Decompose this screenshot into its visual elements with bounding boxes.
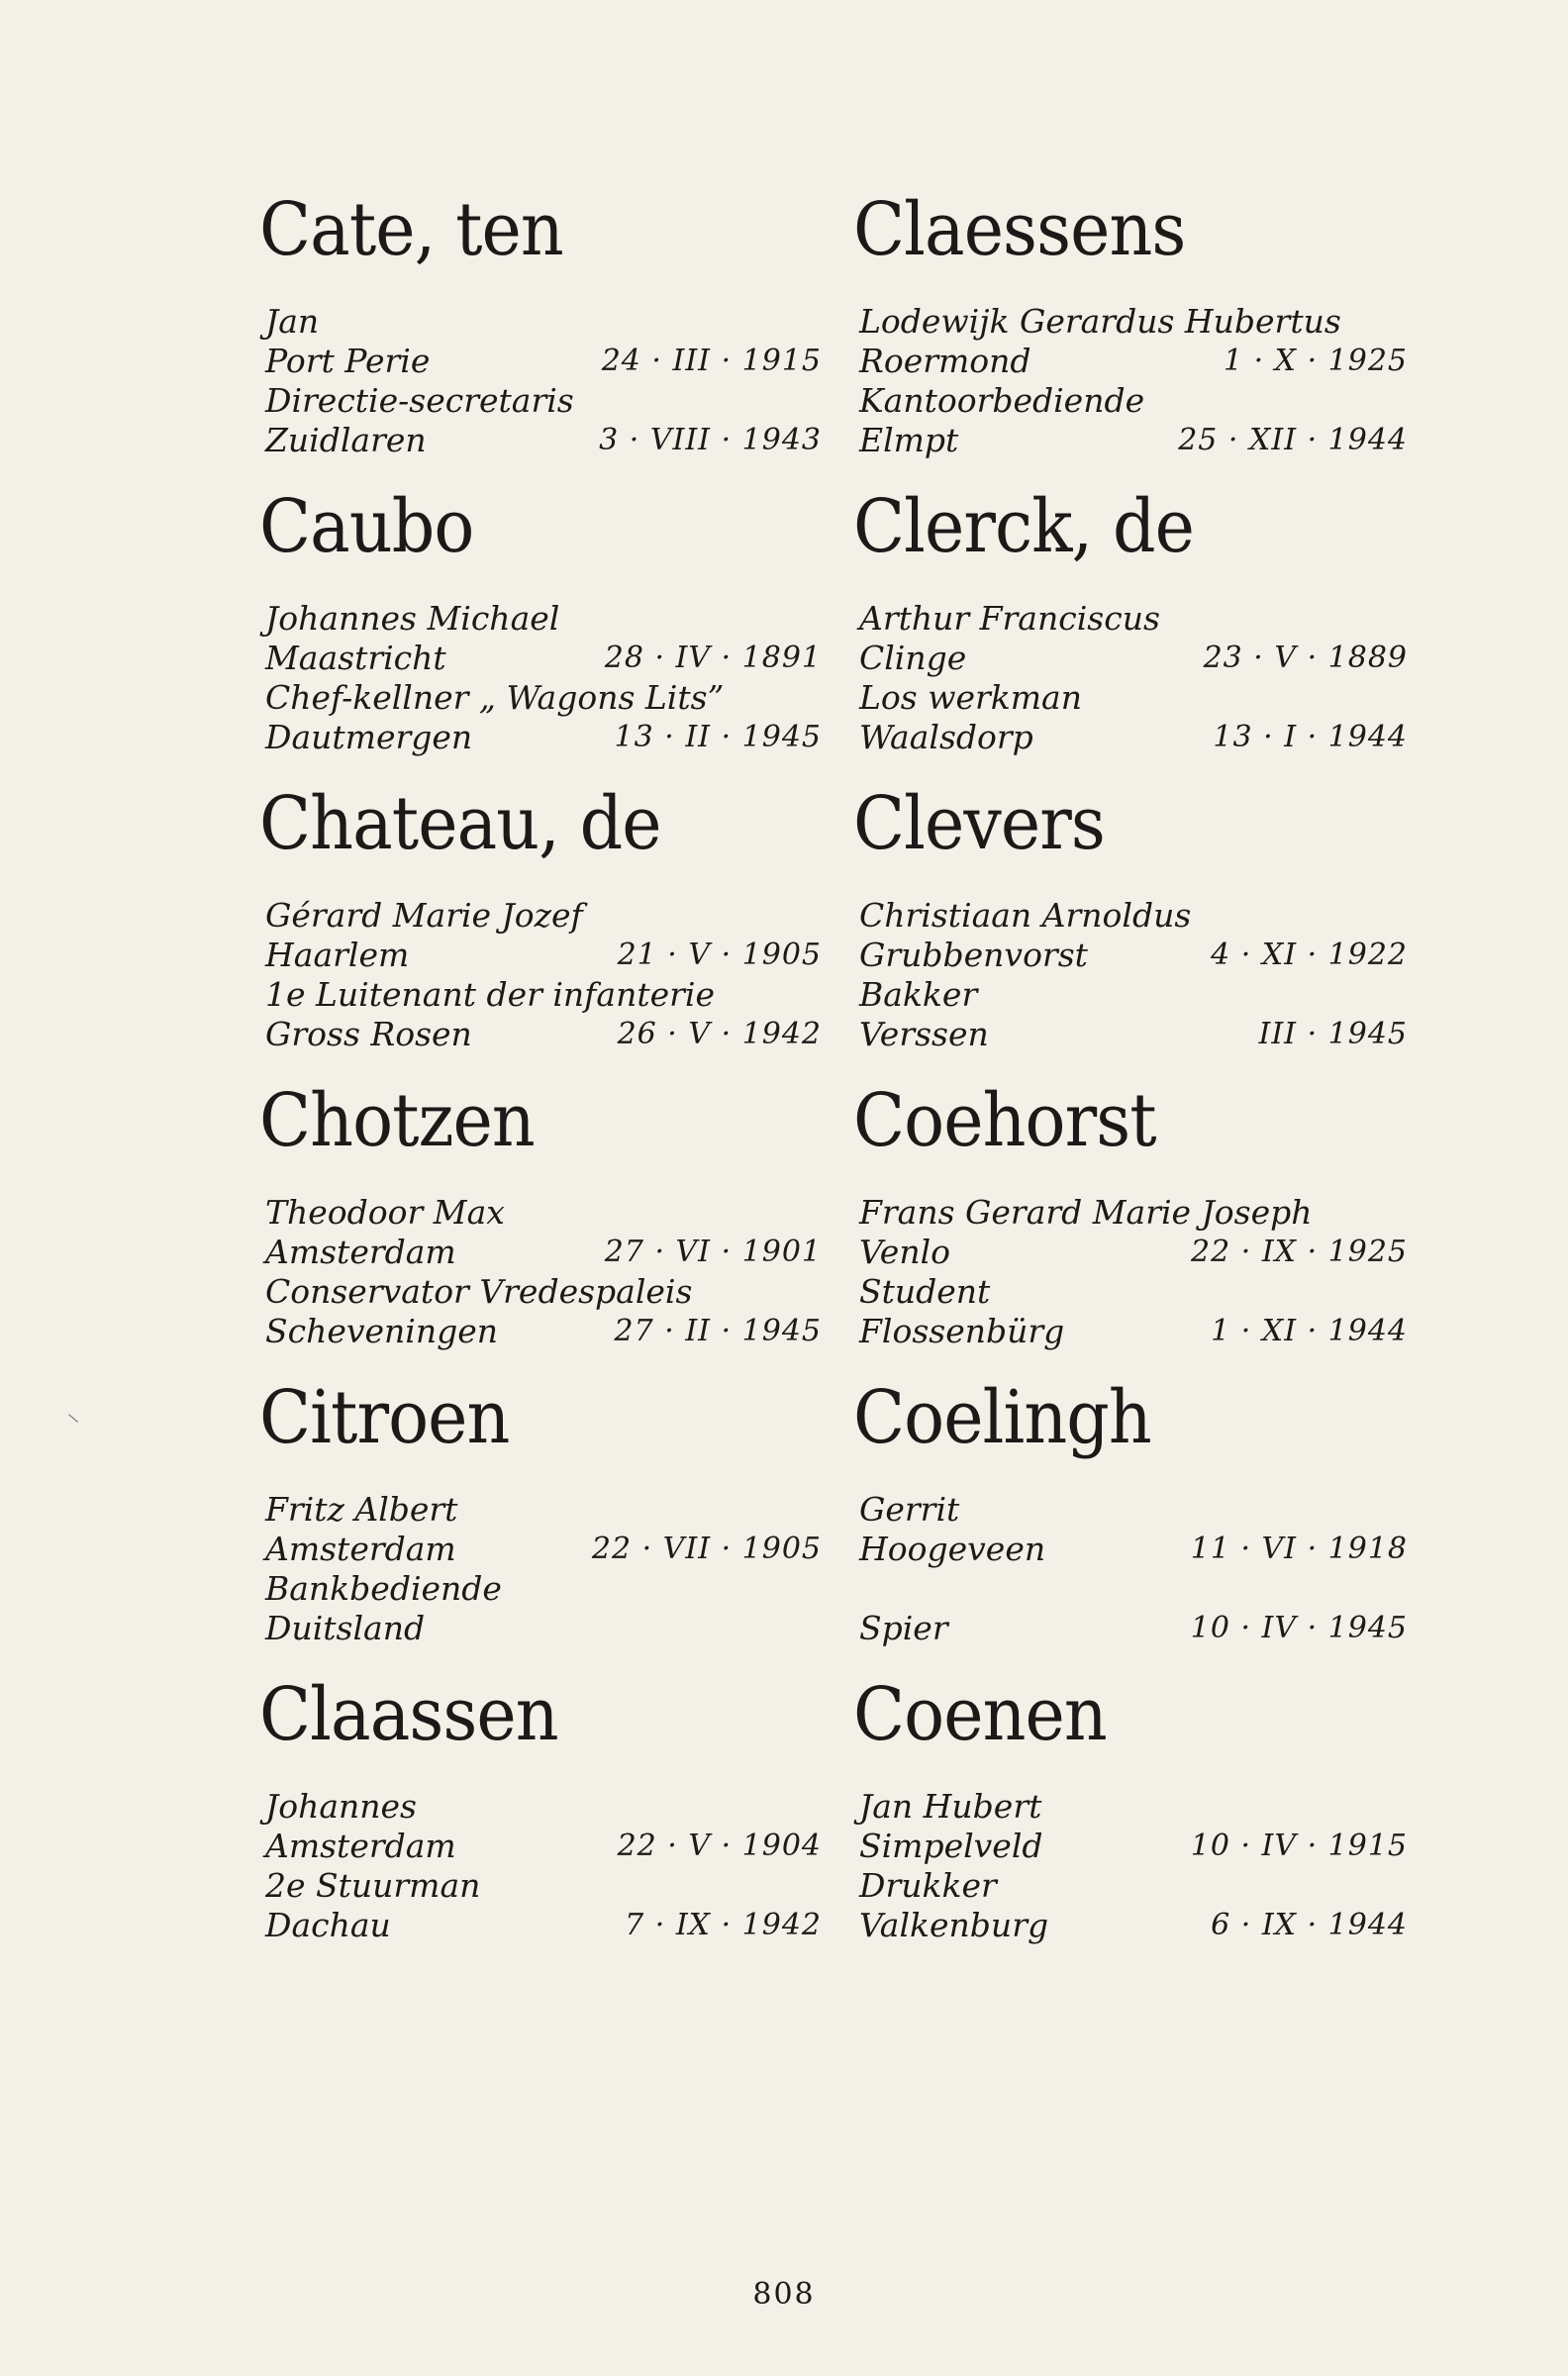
death-line [265, 718, 822, 757]
birth-date: 22 · IX · 1925 [1191, 1235, 1408, 1269]
death-date: 1 · XI · 1944 [1211, 1314, 1408, 1348]
death-date: 3 · VIII · 1943 [599, 423, 822, 457]
place-of-death: Spier [859, 1609, 948, 1647]
given-names-line [859, 1193, 1406, 1233]
occupation-line [265, 1569, 822, 1609]
entry-lines [859, 599, 1406, 757]
birthplace: Roermond [859, 342, 1031, 380]
death-date: 13 · I · 1944 [1213, 720, 1408, 754]
death-date: 26 · V · 1942 [617, 1017, 822, 1051]
margin-mark [68, 1414, 78, 1422]
surname: Citroen [259, 1375, 510, 1460]
entry-lines [859, 1490, 1406, 1648]
place-of-death: Flossenbürg [859, 1312, 1065, 1350]
birth-date: 22 · V · 1904 [617, 1829, 822, 1863]
surname: Clerck, de [853, 484, 1195, 569]
surname: Chotzen [259, 1078, 535, 1163]
entry-lines [265, 1193, 822, 1351]
occupation: Los werkman [859, 678, 1082, 717]
given-names-line [265, 896, 822, 936]
entry-lines [265, 1787, 822, 1945]
death-line [265, 1906, 822, 1945]
given-names: Christiaan Arnoldus [859, 896, 1192, 935]
place-of-death: Zuidlaren [265, 421, 427, 459]
birth-line [859, 1233, 1406, 1272]
occupation: Chef-kellner „ Wagons Lits” [265, 678, 725, 717]
surname: Chateau, de [259, 781, 661, 866]
entry-lines [265, 599, 822, 757]
given-names: Jan [265, 302, 320, 341]
given-names-line [859, 302, 1406, 342]
place-of-death: Dachau [265, 1906, 391, 1944]
entry-lines [859, 302, 1406, 460]
birthplace: Port Perie [265, 342, 431, 380]
surname: Caubo [259, 484, 474, 569]
given-names-line [859, 896, 1406, 936]
birth-line [859, 1530, 1406, 1569]
occupation: Kantoorbediende [859, 381, 1145, 420]
entry-clevers [853, 781, 1408, 1053]
death-line [859, 1312, 1406, 1351]
birth-line [265, 1827, 822, 1866]
surname: Coenen [853, 1672, 1107, 1757]
occupation-line [859, 1272, 1406, 1312]
birth-date: 23 · V · 1889 [1203, 641, 1408, 675]
birthplace: Clinge [859, 639, 967, 677]
death-date: 6 · IX · 1944 [1211, 1908, 1408, 1942]
death-date: 27 · II · 1945 [614, 1314, 822, 1348]
place-of-death: Scheveningen [265, 1312, 499, 1350]
place-of-death: Dautmergen [265, 718, 473, 756]
occupation-line [859, 1866, 1406, 1906]
death-line [265, 1015, 822, 1054]
entry-coenen [853, 1672, 1408, 1944]
death-line [859, 718, 1406, 757]
given-names-line [265, 1490, 822, 1530]
birth-line [265, 1233, 822, 1272]
place-of-death: Waalsdorp [859, 718, 1033, 756]
occupation-line [265, 1866, 822, 1906]
birth-line [265, 639, 822, 678]
entry-claassen [259, 1672, 822, 1944]
entry-lines [265, 302, 822, 460]
death-line [859, 1609, 1406, 1648]
entry-chotzen [259, 1078, 822, 1350]
entry-coelingh [853, 1375, 1408, 1647]
given-names: Lodewijk Gerardus Hubertus [859, 302, 1341, 341]
occupation: Directie-secretaris [265, 381, 574, 420]
place-of-death: Duitsland [265, 1609, 426, 1647]
given-names: Fritz Albert [265, 1490, 458, 1529]
given-names: Gérard Marie Jozef [265, 896, 583, 935]
given-names-line [859, 1490, 1406, 1530]
entry-lines [265, 896, 822, 1054]
birthplace: Amsterdam [265, 1827, 456, 1865]
given-names: Johannes [265, 1787, 417, 1826]
occupation-line [859, 381, 1406, 421]
given-names: Theodoor Max [265, 1193, 505, 1232]
place-of-death: Gross Rosen [265, 1015, 472, 1053]
given-names: Gerrit [859, 1490, 960, 1529]
occupation: 1e Luitenant der infanterie [265, 975, 715, 1014]
place-of-death: Valkenburg [859, 1906, 1049, 1944]
place-of-death: Verssen [859, 1015, 989, 1053]
occupation: Drukker [859, 1866, 997, 1905]
birth-date: 24 · III · 1915 [601, 344, 822, 378]
birth-date: 21 · V · 1905 [617, 938, 822, 972]
occupation-line [859, 975, 1406, 1015]
entry-coehorst [853, 1078, 1408, 1350]
death-date: 10 · IV · 1945 [1190, 1611, 1408, 1645]
given-names: Jan Hubert [859, 1787, 1042, 1826]
birthplace: Hoogeveen [859, 1530, 1046, 1568]
birth-date: 27 · VI · 1901 [604, 1235, 822, 1269]
birth-line [859, 639, 1406, 678]
entry-lines [265, 1490, 822, 1648]
birth-date: 11 · VI · 1918 [1190, 1532, 1408, 1566]
occupation-line [265, 1272, 822, 1312]
entry-clerck-de [853, 484, 1408, 756]
birth-line [859, 1827, 1406, 1866]
birthplace: Amsterdam [265, 1530, 456, 1568]
birthplace: Venlo [859, 1233, 951, 1271]
given-names-line [859, 1787, 1406, 1827]
death-line [265, 421, 822, 460]
birthplace: Amsterdam [265, 1233, 456, 1271]
birth-date: 4 · XI · 1922 [1211, 938, 1408, 972]
death-date: III · 1945 [1258, 1017, 1408, 1051]
given-names: Johannes Michael [265, 599, 560, 638]
surname: Claessens [853, 187, 1186, 272]
entry-lines [859, 896, 1406, 1054]
birth-date: 22 · VII · 1905 [591, 1532, 822, 1566]
birthplace: Maastricht [265, 639, 446, 677]
occupation: 2e Stuurman [265, 1866, 481, 1905]
given-names-line [859, 599, 1406, 639]
death-line [265, 1609, 822, 1648]
given-names: Arthur Franciscus [859, 599, 1160, 638]
birth-line [859, 936, 1406, 975]
entry-claessens [853, 187, 1408, 459]
birth-date: 28 · IV · 1891 [604, 641, 822, 675]
occupation-line [265, 678, 822, 718]
occupation-line [265, 381, 822, 421]
entry-cate-ten [259, 187, 822, 459]
birth-line [265, 936, 822, 975]
entry-citroen [259, 1375, 822, 1647]
birth-line [859, 342, 1406, 381]
death-line [265, 1312, 822, 1351]
surname: Cate, ten [259, 187, 563, 272]
given-names-line [265, 1787, 822, 1827]
place-of-death: Elmpt [859, 421, 959, 459]
occupation-line [859, 678, 1406, 718]
entry-chateau-de [259, 781, 822, 1053]
given-names-line [265, 302, 822, 342]
death-line [859, 1906, 1406, 1945]
surname: Coelingh [853, 1375, 1151, 1460]
birthplace: Haarlem [265, 936, 410, 974]
death-date: 25 · XII · 1944 [1178, 423, 1408, 457]
given-names: Frans Gerard Marie Joseph [859, 1193, 1313, 1232]
occupation: Bankbediende [265, 1569, 502, 1608]
birthplace: Grubbenvorst [859, 936, 1088, 974]
birthplace: Simpelveld [859, 1827, 1043, 1865]
death-date: 7 · IX · 1942 [625, 1908, 822, 1942]
birth-date: 1 · X · 1925 [1223, 344, 1408, 378]
given-names-line [265, 1193, 822, 1233]
death-line [859, 421, 1406, 460]
death-date: 13 · II · 1945 [614, 720, 822, 754]
entry-lines [859, 1193, 1406, 1351]
given-names-line [265, 599, 822, 639]
occupation: Student [859, 1272, 991, 1311]
surname: Clevers [853, 781, 1105, 866]
entry-caubo [259, 484, 822, 756]
surname: Coehorst [853, 1078, 1156, 1163]
occupation: Bakker [859, 975, 978, 1014]
occupation-line [265, 975, 822, 1015]
surname: Claassen [259, 1672, 558, 1757]
occupation-line [859, 1569, 1406, 1609]
death-line [859, 1015, 1406, 1054]
page-number: 808 [752, 2277, 816, 2312]
birth-line [265, 1530, 822, 1569]
occupation: Conservator Vredespaleis [265, 1272, 693, 1311]
birth-line [265, 342, 822, 381]
birth-date: 10 · IV · 1915 [1190, 1829, 1408, 1863]
entry-lines [859, 1787, 1406, 1945]
